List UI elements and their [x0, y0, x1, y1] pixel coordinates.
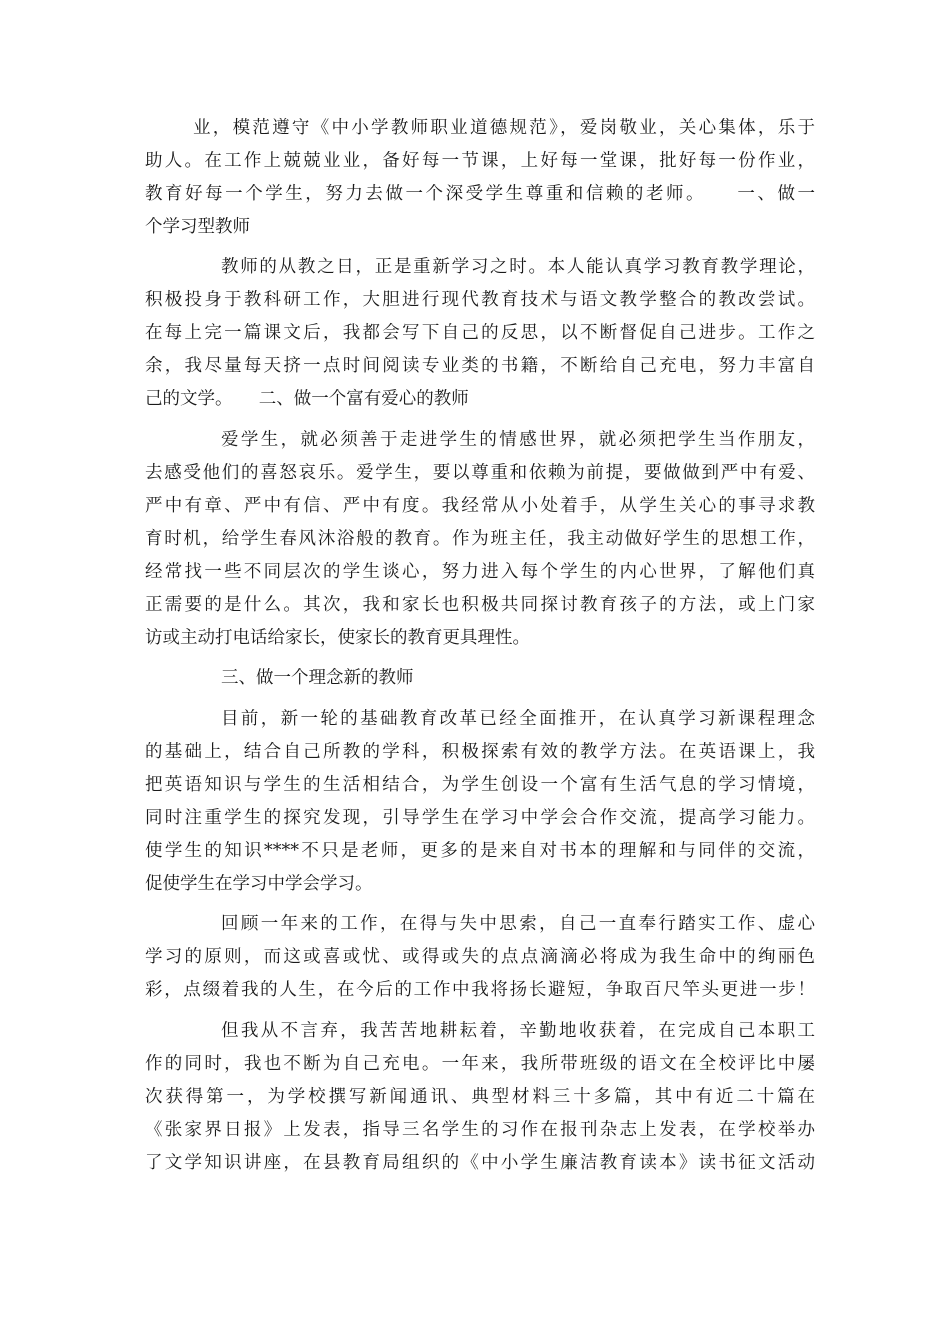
text-line: 经常找一些不同层次的学生谈心，努力进入每个学生的内心世界，了解他们真 [145, 562, 815, 582]
text-line: 严中有章、严中有信、严中有度。我经常从小处着手，从学生关心的事寻求教 [145, 496, 815, 516]
text-line: 作的同时，我也不断为自己充电。一年来，我所带班级的语文在全校评比中屡 [145, 1054, 815, 1074]
text-line: 同时注重学生的探究发现，引导学生在学习中学会合作交流，提高学习能力。 [145, 808, 815, 828]
text-line: 正需要的是什么。其次，我和家长也积极共同探讨教育孩子的方法，或上门家 [145, 595, 815, 615]
text-line: 教育好每一个学生，努力去做一个深受学生尊重和信赖的老师。 一、做一 [145, 184, 815, 204]
text-line: 育时机，给学生春风沐浴般的教育。作为班主任，我主动做好学生的思想工作， [145, 529, 815, 549]
text-line: 回顾一年来的工作，在得与失中思索，自己一直奉行踏实工作、虚心 [221, 914, 815, 934]
text-line: 的基础上，结合自己所教的学科，积极探索有效的教学方法。在英语课上，我 [145, 742, 815, 762]
text-line: 但我从不言弃，我苦苦地耕耘着，辛勤地收获着，在完成自己本职工 [221, 1021, 815, 1041]
text-line: 目前，新一轮的基础教育改革已经全面推开，在认真学习新课程理念 [221, 709, 815, 729]
text-line: 使学生的知识****不只是老师，更多的是来自对书本的理解和与同伴的交流， [145, 841, 815, 861]
text-line: 个学习型教师 [145, 217, 250, 237]
text-line: 在每上完一篇课文后，我都会写下自己的反思，以不断督促自己进步。工作之 [145, 323, 815, 343]
text-line: 把英语知识与学生的生活相结合，为学生创设一个富有生活气息的学习情境， [145, 775, 815, 795]
text-line: 爱学生，就必须善于走进学生的情感世界，就必须把学生当作朋友， [221, 430, 815, 450]
text-line: 促使学生在学习中学会学习。 [145, 874, 373, 894]
text-line: 己的文学。 二、做一个富有爱心的教师 [145, 389, 469, 409]
text-line: 学习的原则，而这或喜或忧、或得或失的点点滴滴必将成为我生命中的绚丽色 [145, 947, 815, 967]
text-line: 去感受他们的喜怒哀乐。爱学生，要以尊重和依赖为前提，要做做到严中有爱、 [145, 463, 815, 483]
text-line: 访或主动打电话给家长，使家长的教育更具理性。 [145, 628, 530, 648]
text-line: 《张家界日报》上发表，指导三名学生的习作在报刊杂志上发表，在学校举办 [145, 1120, 815, 1140]
text-line: 彩，点缀着我的人生，在今后的工作中我将扬长避短，争取百尺竿头更进一步！ [145, 980, 815, 1000]
text-line: 余，我尽量每天挤一点时间阅读专业类的书籍，不断给自己充电，努力丰富自 [145, 356, 815, 376]
text-line: 教师的从教之日，正是重新学习之时。本人能认真学习教育教学理论， [221, 257, 815, 277]
text-line: 次获得第一，为学校撰写新闻通讯、典型材料三十多篇，其中有近二十篇在 [145, 1087, 815, 1107]
text-line: 积极投身于教科研工作，大胆进行现代教育技术与语文教学整合的教改尝试。 [145, 290, 815, 310]
section-heading: 三、做一个理念新的教师 [221, 668, 414, 688]
text-line: 了文学知识讲座，在县教育局组织的《中小学生廉洁教育读本》读书征文活动 [145, 1153, 815, 1173]
text-line: 助人。在工作上兢兢业业，备好每一节课，上好每一堂课，批好每一份作业， [145, 151, 815, 171]
text-line: 业，模范遵守《中小学教师职业道德规范》，爱岗敬业，关心集体，乐于 [193, 118, 815, 138]
